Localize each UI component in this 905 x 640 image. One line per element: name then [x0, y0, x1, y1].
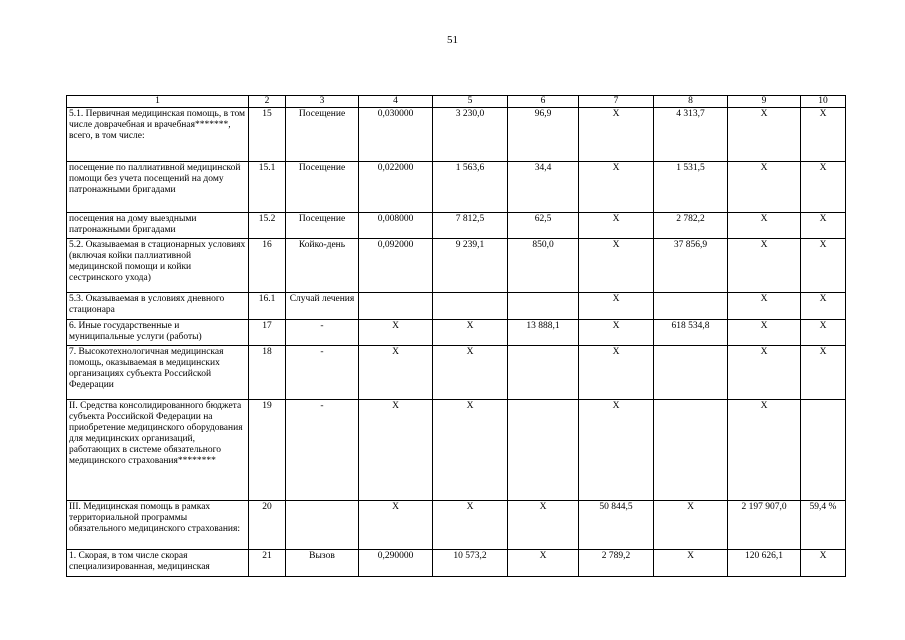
value-cell: Х	[654, 550, 728, 577]
value-cell: Х	[728, 108, 801, 162]
unit-cell: Койко-день	[286, 239, 359, 293]
table-row	[67, 400, 846, 501]
column-header: 5	[433, 96, 508, 108]
column-header: 9	[728, 96, 801, 108]
row-number-cell: 15.2	[249, 213, 286, 239]
column-header: 10	[801, 96, 846, 108]
value-cell: Х	[728, 320, 801, 346]
value-cell: Х	[801, 213, 846, 239]
value-cell: Х	[654, 501, 728, 550]
table-row	[67, 293, 846, 320]
value-cell: Х	[508, 501, 579, 550]
value-cell: Х	[508, 550, 579, 577]
value-cell: 37 856,9	[654, 239, 728, 293]
value-cell: 850,0	[508, 239, 579, 293]
column-header: 2	[249, 96, 286, 108]
value-cell: 2 789,2	[579, 550, 654, 577]
unit-cell: -	[286, 346, 359, 400]
value-cell: Х	[359, 400, 433, 501]
value-cell: 62,5	[508, 213, 579, 239]
value-cell: 0,290000	[359, 550, 433, 577]
value-cell	[508, 346, 579, 400]
row-name-cell: II. Средства консолидированного бюджета субъекта Российской Федерации на приобретение медицинского оборудования для медицинских организаций, работающих в системе обязательного медицинского страхования********	[67, 400, 249, 501]
value-cell: Х	[359, 346, 433, 400]
row-name-cell: посещения на дому выездными патронажными бригадами	[67, 213, 249, 239]
value-cell: 0,030000	[359, 108, 433, 162]
unit-cell: Случай лечения	[286, 293, 359, 320]
value-cell: Х	[579, 293, 654, 320]
row-number-cell: 15.1	[249, 162, 286, 213]
value-cell: Х	[728, 213, 801, 239]
row-name-cell: 1. Скорая, в том числе скорая специализированная, медицинская	[67, 550, 249, 577]
value-cell: Х	[579, 162, 654, 213]
row-name-cell: посещение по паллиативной медицинской помощи без учета посещений на дому патронажными бригадами	[67, 162, 249, 213]
value-cell: Х	[728, 293, 801, 320]
column-header: 8	[654, 96, 728, 108]
unit-cell: Посещение	[286, 213, 359, 239]
value-cell: Х	[579, 239, 654, 293]
value-cell: Х	[359, 501, 433, 550]
table-row	[67, 239, 846, 293]
value-cell: Х	[579, 400, 654, 501]
row-number-cell: 16.1	[249, 293, 286, 320]
value-cell: Х	[579, 213, 654, 239]
value-cell: Х	[801, 108, 846, 162]
value-cell: Х	[728, 400, 801, 501]
value-cell: Х	[801, 162, 846, 213]
row-number-cell: 17	[249, 320, 286, 346]
row-name-cell: 6. Иные государственные и муниципальные услуги (работы)	[67, 320, 249, 346]
value-cell: 10 573,2	[433, 550, 508, 577]
value-cell: 13 888,1	[508, 320, 579, 346]
value-cell: Х	[433, 400, 508, 501]
value-cell: Х	[801, 550, 846, 577]
value-cell: 9 239,1	[433, 239, 508, 293]
value-cell: Х	[579, 346, 654, 400]
table-row	[67, 501, 846, 550]
value-cell: Х	[579, 320, 654, 346]
value-cell: 34,4	[508, 162, 579, 213]
value-cell: 0,092000	[359, 239, 433, 293]
column-header: 6	[508, 96, 579, 108]
unit-cell: Посещение	[286, 108, 359, 162]
value-cell: Х	[579, 108, 654, 162]
value-cell: Х	[801, 293, 846, 320]
value-cell: 3 230,0	[433, 108, 508, 162]
value-cell: 4 313,7	[654, 108, 728, 162]
table-header-row	[67, 96, 846, 108]
column-header: 7	[579, 96, 654, 108]
value-cell: 59,4 %	[801, 501, 846, 550]
value-cell: Х	[433, 501, 508, 550]
value-cell: Х	[433, 320, 508, 346]
column-header: 4	[359, 96, 433, 108]
table-row	[67, 108, 846, 162]
unit-cell: -	[286, 320, 359, 346]
value-cell	[801, 400, 846, 501]
value-cell: 1 563,6	[433, 162, 508, 213]
value-cell: 2 782,2	[654, 213, 728, 239]
page-number: 51	[447, 34, 458, 46]
value-cell: 2 197 907,0	[728, 501, 801, 550]
column-header: 1	[67, 96, 249, 108]
value-cell	[508, 400, 579, 501]
value-cell: Х	[728, 162, 801, 213]
table-row	[67, 346, 846, 400]
row-name-cell: 5.1. Первичная медицинская помощь, в том числе доврачебная и врачебная*******, всего, в том числе:	[67, 108, 249, 162]
row-name-cell: 7. Высокотехнологичная медицинская помощь, оказываемая в медицинских организациях субъекта Российской Федерации	[67, 346, 249, 400]
financing-table	[66, 95, 846, 577]
row-name-cell: 5.3. Оказываемая в условиях дневного стационара	[67, 293, 249, 320]
value-cell: Х	[728, 239, 801, 293]
table-row	[67, 550, 846, 577]
column-header: 3	[286, 96, 359, 108]
value-cell: 120 626,1	[728, 550, 801, 577]
unit-cell: Посещение	[286, 162, 359, 213]
row-number-cell: 19	[249, 400, 286, 501]
row-name-cell: 5.2. Оказываемая в стационарных условиях (включая койки паллиативной медицинской помощи и койки сестринского ухода)	[67, 239, 249, 293]
unit-cell: Вызов	[286, 550, 359, 577]
value-cell: 618 534,8	[654, 320, 728, 346]
value-cell	[508, 293, 579, 320]
value-cell: Х	[359, 320, 433, 346]
value-cell: 0,008000	[359, 213, 433, 239]
table-row	[67, 213, 846, 239]
row-name-cell: III. Медицинская помощь в рамках территориальной программы обязательного медицинского страхования:	[67, 501, 249, 550]
value-cell	[654, 293, 728, 320]
unit-cell	[286, 501, 359, 550]
value-cell: 96,9	[508, 108, 579, 162]
table-row	[67, 320, 846, 346]
value-cell	[654, 400, 728, 501]
row-number-cell: 20	[249, 501, 286, 550]
value-cell: Х	[728, 346, 801, 400]
row-number-cell: 21	[249, 550, 286, 577]
row-number-cell: 18	[249, 346, 286, 400]
value-cell	[433, 293, 508, 320]
row-number-cell: 16	[249, 239, 286, 293]
value-cell: Х	[433, 346, 508, 400]
value-cell: 7 812,5	[433, 213, 508, 239]
value-cell: 1 531,5	[654, 162, 728, 213]
value-cell: 50 844,5	[579, 501, 654, 550]
value-cell	[654, 346, 728, 400]
value-cell	[359, 293, 433, 320]
value-cell: 0,022000	[359, 162, 433, 213]
value-cell: Х	[801, 320, 846, 346]
table-row	[67, 162, 846, 213]
unit-cell: -	[286, 400, 359, 501]
value-cell: Х	[801, 346, 846, 400]
row-number-cell: 15	[249, 108, 286, 162]
value-cell: Х	[801, 239, 846, 293]
